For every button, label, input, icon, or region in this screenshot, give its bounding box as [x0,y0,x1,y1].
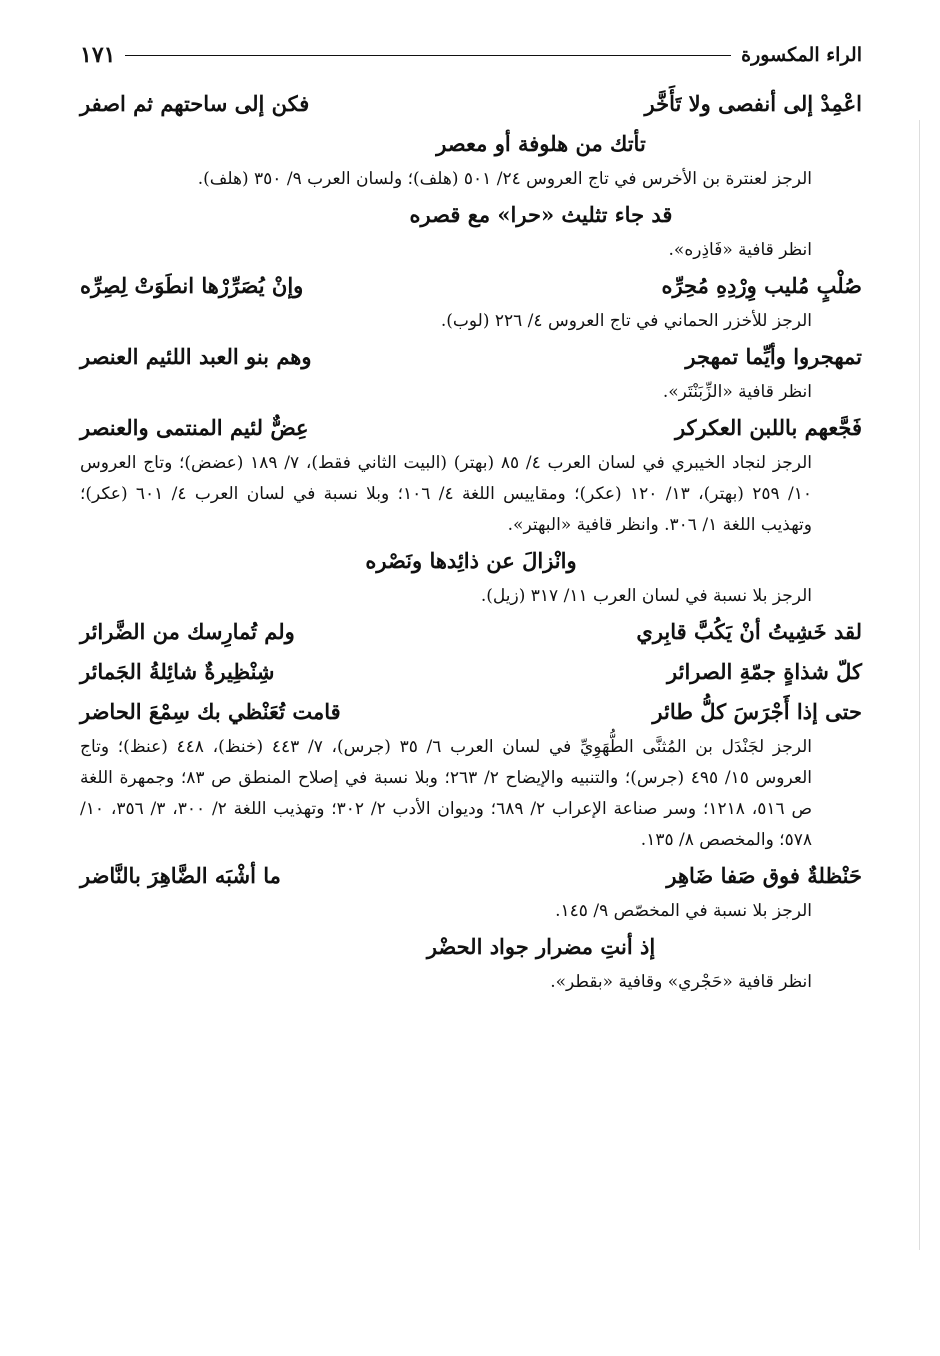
verse-hemistich-right: حتى إذا أَجْرَسَ كلُّ طائر [652,699,862,724]
verse-line [80,692,862,732]
verse-line [80,84,862,124]
verse-hemistich-left: شِنْظِيرةٌ شائِلةُ الجَمائر [80,659,275,684]
verse-line [80,266,862,306]
verse-hemistich-left: قامت تُعَنْظي بك سِمْعَ الحاضر [80,699,341,724]
verse-hemistich-left: فكن إلى ساحتهم ثم اصفر [80,91,310,116]
page-number: ١٧١ [80,42,116,68]
verse-hemistich-right: تمهجروا وأيِّما تمهجر [685,344,862,369]
footnote: الرجز لجَنْدَل بن المُثنَّى الطُّهَوِيِّ في لسان العرب ٦/ ٣٥ (جرس)، ٧/ ٤٤٣ (خنظ)، ٤٤٨ (عنظ)؛ وتاج العروس ١٥/ ٤٩٥ (جرس)؛ والتنبيه والإيضاح ٢/ ٢٦٣؛ وبلا نسبة في إصلاح المنطق ص ٨٣؛ وجمهرة اللغة ص ٥١٦، ١٢١٨؛ وسر صناعة الإعراب ٢/ ٦٨٩؛ وديوان الأدب ٢/ ٣٠٢؛ وتهذيب اللغة ٢/ ٣٠٠، ٣/ ٣٥٦، ١٠/ ٥٧٨؛ والمخصص ٨/ ١٣٥. [80,737,813,850]
footnote: الرجز بلا نسبة في لسان العرب ١١/ ٣١٧ (زيل). [480,586,812,606]
verse-line-centered: قد جاء تثليث «حرا» مع قصره [409,202,673,227]
verse-hemistich-left: ولم تُمارِسك من الضَّرائر [80,619,295,644]
verse-hemistich-left: ما أشْبَه الضَّاهِرَ بالنَّاضر [80,863,281,888]
header-rule [125,55,731,56]
section-title: الراء المكسورة [741,44,862,66]
verse-line [80,612,862,652]
footnote: الرجز لنجاد الخيبري في لسان العرب ٤/ ٨٥ (بهتر) (البيت الثاني فقط)، ٧/ ١٨٩ (عضض)؛ وتاج العروس ١٠/ ٢٥٩ (بهتر)، ١٣/ ١٢٠ (عكر)؛ ومقاييس اللغة ٤/ ١٠٦؛ وبلا نسبة في لسان العرب ٤/ ٦٠١ (عكر)؛ وتهذيب اللغة ١/ ٣٠٦. وانظر قافية «البهتر». [80,453,813,535]
verse-hemistich-right: حَنْظلةٌ فوق صَفا ضَاهِر [666,863,862,888]
verse-line [80,337,862,377]
verse-line-centered: إذ أنتِ مضرار جواد الحضْر [426,934,656,959]
verse-hemistich-right: صُلْبٍ مُليب وِرْدِهِ مُحِرِّه [661,273,862,298]
margin-rule [919,120,920,1250]
verse-line-centered: تأتك من هلوفة أو معصر [436,131,646,156]
footnote: انظر قافية «حَجْري» وقافية «بقطر». [550,972,812,992]
verse-hemistich-right: لقد خَشِيتُ أنْ يَكُبَّ قابِري [636,619,862,644]
footnote: الرجز للأخزر الحماني في تاج العروس ٤/ ٢٢٦ (لوب). [440,311,812,331]
running-header [80,38,862,72]
verse-hemistich-left: وإنْ يُصَرِّرْها انطَوَتْ لِصِرِّه [80,273,304,298]
page-content [80,84,862,998]
verse-hemistich-left: وهم بنو العبد اللئيم العنصر [80,344,312,369]
verse-hemistich-right: كلّ شذاةٍ جمّةِ الصرائر [667,659,862,684]
verse-hemistich-right: فَجَّعهم باللبن العكركر [674,415,862,440]
footnote: الرجز بلا نسبة في المخصّص ٩/ ١٤٥. [555,901,812,921]
verse-line [80,652,862,692]
footnote: الرجز لعنترة بن الأخرس في تاج العروس ٢٤/ ٥٠١ (هلف)؛ ولسان العرب ٩/ ٣٥٠ (هلف). [197,169,812,189]
footnote: انظر قافية «الزِّبَنْتَر». [662,382,812,402]
verse-line-centered: وانْزالَ عن ذائِدها ونَصْره [365,548,577,573]
verse-line [80,408,862,448]
footnote: انظر قافية «فَاذِره». [668,240,812,260]
verse-hemistich-right: اعْمِدْ إلى أنفصى ولا تَأَخَّر [644,91,862,116]
verse-line [80,856,862,896]
verse-hemistich-left: عِضٌّ لئيم المنتمى والعنصر [80,415,309,440]
